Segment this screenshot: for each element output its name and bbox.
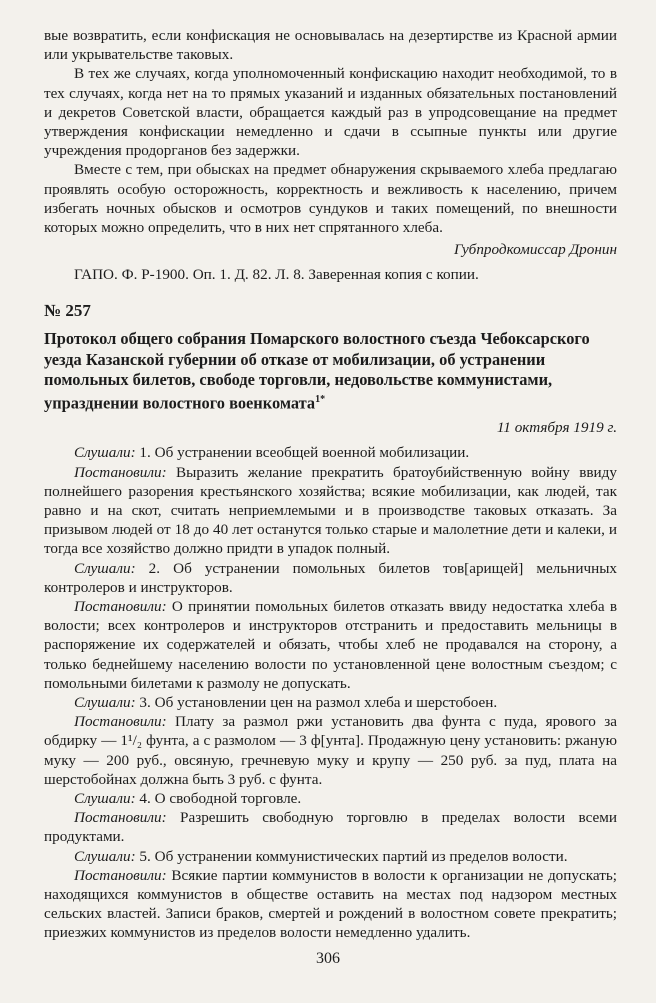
entry-label: Слушали:: [74, 559, 136, 577]
protocol-entry: [44, 463, 617, 559]
document-page: [44, 26, 617, 943]
entry-label: Слушали:: [74, 847, 136, 865]
entry-text: Разрешить свободную торговлю в пределах волости всеми продуктами.: [44, 809, 617, 846]
protocol-entry: [44, 443, 617, 462]
entry-label: Слушали:: [74, 789, 136, 807]
intro-paragraph: В тех же случаях, когда уполномоченный конфискацию находит необходимой, то в тех случаях, когда нет на то прямых указаний и изданных обязательных постановлений и декретов Советской власти, обращается каждый раз в упродсовещание на предмет утверждения конфискации немедленно и сдачи в ссыпные пункты или другие учреждения продорганов без задержки.: [44, 65, 617, 160]
entry-text: 5. Об устранении коммунистических партий из пределов волости.: [139, 847, 568, 865]
archive-source: ГАПО. Ф. Р-1900. Оп. 1. Д. 82. Л. 8. Заверенная копия с копии.: [74, 266, 479, 284]
entry-text: 3. Об установлении цен на размол хлеба и шерстобоен.: [139, 693, 498, 711]
intro-paragraph: вые возвратить, если конфискация не основывалась на дезертирстве из Красной армии или укрывательстве таковых.: [44, 27, 617, 64]
entry-text: Выразить желание прекратить братоубийственную войну ввиду полнейшего разорения крестьянского хозяйства; всякие мобилизации, как людей, так равно и на скот, считать неприемлемыми и в производстве таковых отказать. За призывом людей от 18 до 40 лет останутся только старые и малолетние дети и калеки, и тогда все хозяйство должно придти в упадок полный.: [44, 463, 617, 558]
protocol-entry: [44, 808, 617, 846]
protocol-entry: [44, 847, 617, 866]
protocol-entry: [44, 693, 617, 712]
intro-paragraph: Вместе с тем, при обысках на предмет обнаружения скрываемого хлеба предлагаю проявлять особую осторожность, корректность и вежливость к населению, причем избегать ночных обысков и осмотров сундуков и таких помещений, по внешности которых можно определить, что в них нет спрятанного хлеба.: [44, 161, 617, 237]
document-title-text: Протокол общего собрания Помарского волостного съезда Чебоксарского уезда Казанской губернии об отказе от мобилизации, об устранении помольных билетов, свободе торговли, недовольстве коммунистами, упразднении волостного военкомата: [44, 329, 590, 413]
footnote-mark: 1*: [315, 394, 326, 406]
protocol-entry: [44, 597, 617, 693]
entry-label: Слушали:: [74, 693, 136, 711]
protocol-entry: [44, 559, 617, 597]
entry-text: 4. О свободной торговле.: [139, 789, 302, 807]
entry-text: 1. Об устранении всеобщей военной мобилизации.: [139, 444, 470, 462]
page-number: 306: [316, 950, 340, 967]
protocol-entry: [44, 866, 617, 943]
entry-text: 2. Об устранении помольных билетов тов[арищей] мельничных контролеров и инструкторов.: [44, 559, 618, 596]
document-number: № 257: [44, 301, 91, 321]
entry-text: Плату за размол ржи установить два фунта с пуда, ярового за обдирку — 1¹/₂ фунта, а с размолом — 3 ф[унта]. Продажную цену установить: ржаную муку — 200 руб., овсяную, гречневую муку и крупу — 250 руб. за пуд, плата на шерстобойнах должна быть 3 руб. с фунта.: [44, 713, 618, 788]
protocol-entry: [44, 789, 617, 808]
protocol-body: [44, 443, 617, 942]
entry-label: Постановили:: [74, 809, 167, 827]
entry-text: О принятии помольных билетов отказать ввиду недостатка хлеба в волости; всех контролеров и инструкторов отстранить и предоставить мельницы в распоряжение их содержателей и обязать, чтобы хлеб не продавался на сторону, а только беднейшему населению волости по установленной цене волостным съездом; с помольными билетами к размолу не допускать.: [44, 597, 618, 692]
entry-label: Постановили:: [74, 597, 167, 615]
entry-label: Постановили:: [74, 463, 167, 481]
entry-label: Слушали:: [74, 444, 136, 462]
document-title: [44, 329, 617, 414]
signature: Губпродкомиссар Дронин: [453, 241, 617, 259]
entry-label: Постановили:: [74, 866, 167, 884]
entry-text: Всякие партии коммунистов в волости к организации не допускать; находящихся коммунистов в обществе оставить на местах под надзором местных сельских властей. Записи браков, смертей и рождений в волостном совете прекратить; приезжих коммунистов из пределов волости немедленно удалить.: [44, 866, 618, 942]
entry-label: Постановили:: [74, 713, 167, 731]
document-date: 11 октября 1919 г.: [496, 419, 617, 437]
intro-section: [44, 26, 617, 237]
protocol-entry: [44, 712, 617, 789]
